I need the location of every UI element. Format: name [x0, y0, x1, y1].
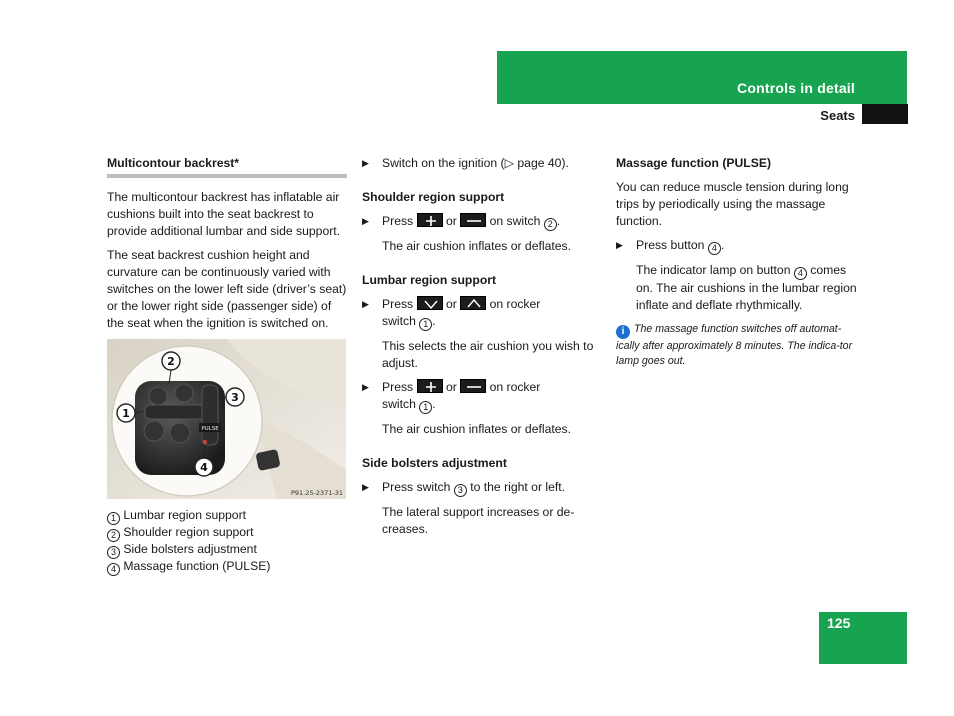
heading-side-bolsters: Side bolsters adjustment — [362, 456, 507, 470]
step-massage — [616, 237, 858, 255]
result-text: The indicator lamp on button — [636, 263, 791, 277]
step-text: switch — [382, 397, 416, 411]
step-text: or — [445, 380, 457, 394]
step-text: on rocker — [489, 380, 541, 394]
heading-multicontour: Multicontour backrest* — [107, 156, 240, 170]
step-text: or — [445, 214, 457, 228]
legend-item-3 — [107, 541, 347, 558]
callout-3: 3 — [231, 391, 239, 404]
section-marker — [862, 104, 908, 124]
note-text: The massage function switches off automat-ically after approximately 8 minutes. The indica-tor lamp goes out. — [616, 323, 853, 367]
seat-switch-photo — [107, 339, 346, 499]
step-lumbar-select — [362, 296, 602, 331]
result-massage — [616, 262, 858, 314]
callout-2: 2 — [167, 355, 175, 368]
chapter-title: Controls in detail — [737, 80, 855, 96]
result-lumbar-select: This selects the air cushion you wish to adjust. — [382, 339, 594, 370]
column-procedures — [362, 155, 602, 545]
step-text: . — [720, 238, 725, 252]
step-lumbar-inflate — [362, 379, 602, 414]
step-text: or — [445, 297, 457, 311]
result-shoulder: The air cushion inflates or deflates. — [382, 239, 572, 253]
minus-key-icon — [460, 379, 486, 393]
circled-number-4: 4 — [708, 242, 721, 255]
circled-number-3: 3 — [107, 546, 120, 559]
legend-item-2 — [107, 524, 347, 541]
step-text: on rocker — [489, 297, 541, 311]
chevron-up-key-icon — [460, 296, 486, 310]
info-note — [616, 322, 858, 369]
step-side-bolsters — [362, 479, 602, 497]
callout-4: 4 — [200, 461, 208, 474]
info-icon: i — [616, 325, 630, 339]
page-number-box — [819, 612, 907, 664]
page-reference: ▷ page 40). — [504, 156, 569, 170]
plus-key-icon — [417, 213, 443, 227]
step-text: Press — [382, 214, 414, 228]
plus-key-icon — [417, 379, 443, 393]
step-text: Press — [382, 380, 414, 394]
step-text: Press button — [636, 238, 705, 252]
triangle-bullet-icon: ▶ — [362, 299, 369, 309]
page-number: 125 — [827, 615, 851, 631]
step-text: switch — [382, 314, 416, 328]
heading-massage: Massage function (PULSE) — [616, 156, 772, 170]
circled-number-2: 2 — [544, 218, 557, 231]
step-text: to the right or left. — [470, 480, 566, 494]
step-ignition — [362, 155, 602, 172]
legend-item-1 — [107, 507, 347, 524]
section-title: Seats — [820, 108, 855, 123]
pulse-button-label: PULSE — [201, 426, 219, 432]
figure-code: P91.25-2371-31 — [290, 489, 343, 497]
step-shoulder — [362, 213, 602, 231]
result-lumbar-inflate: The air cushion inflates or deflates. — [382, 422, 572, 436]
paragraph-massage: You can reduce muscle tension during long trips by periodically using the massage function. — [616, 180, 849, 228]
legend-text-2: Shoulder region support — [123, 525, 254, 539]
circled-number-1: 1 — [419, 318, 432, 331]
triangle-bullet-icon: ▶ — [362, 382, 369, 392]
circled-number-4: 4 — [794, 267, 807, 280]
step-text: . — [432, 314, 436, 328]
circled-number-4: 4 — [107, 563, 120, 576]
triangle-bullet-icon: ▶ — [616, 240, 623, 250]
triangle-bullet-icon: ▶ — [362, 482, 369, 492]
column-massage — [616, 155, 858, 369]
callout-1: 1 — [122, 407, 130, 420]
minus-key-icon — [460, 213, 486, 227]
legend-text-1: Lumbar region support — [123, 508, 247, 522]
heading-rule — [107, 174, 347, 178]
result-text: comes on. The air cushions in the lumbar region inflate and deflate rhythmically. — [636, 263, 857, 312]
step-text: Switch on the ignition ( — [382, 156, 505, 170]
header-bar — [497, 51, 907, 104]
legend-text-4: Massage function (PULSE) — [123, 559, 271, 573]
circled-number-3: 3 — [454, 484, 467, 497]
circled-number-1: 1 — [107, 512, 120, 525]
step-text: . — [556, 214, 561, 228]
step-text: Press — [382, 297, 414, 311]
triangle-bullet-icon: ▶ — [362, 158, 369, 168]
chevron-down-key-icon — [417, 296, 443, 310]
heading-shoulder: Shoulder region support — [362, 190, 505, 204]
step-text: . — [432, 397, 436, 411]
circled-number-2: 2 — [107, 529, 120, 542]
triangle-bullet-icon: ▶ — [362, 216, 369, 226]
step-text: Press switch — [382, 480, 451, 494]
paragraph-intro: The multicontour backrest has inflatable air cushions built into the seat backrest to provide additional lumbar and side support. — [107, 190, 341, 238]
paragraph-switches: The seat backrest cushion height and curvature can be continuously varied with switches on the lower left side (driver’s seat) or the lower right side (passenger side) of the seat when the ignition is switched on. — [107, 248, 347, 330]
legend-text-3: Side bolsters adjustment — [123, 542, 257, 556]
legend-item-4 — [107, 558, 347, 575]
circled-number-1: 1 — [419, 401, 432, 414]
heading-lumbar: Lumbar region support — [362, 273, 497, 287]
result-side-bolsters: The lateral support increases or de-creases. — [382, 505, 575, 536]
step-text: on switch — [489, 214, 541, 228]
column-multicontour — [107, 155, 347, 575]
